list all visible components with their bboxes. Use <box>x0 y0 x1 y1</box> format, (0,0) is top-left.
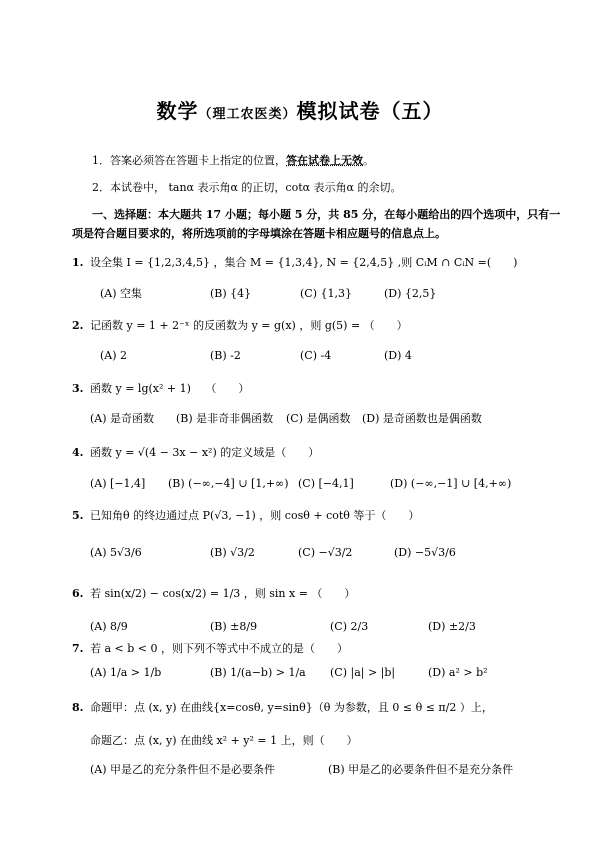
option-b[interactable]: (B) (−∞,−4] ∪ [1,+∞) <box>168 477 289 490</box>
option-a[interactable]: (A) 空集 <box>100 287 143 300</box>
question-number: 8. <box>72 701 84 714</box>
note-2: 2．本试卷中， tanα 表示角α 的正切，cotα 表示角α 的余切。 <box>92 181 402 194</box>
section-heading-line-2: 项是符合题目要求的，将所选项前的字母填涂在答题卡相应题号的信息点上。 <box>72 227 446 240</box>
option-c[interactable]: (C) 是偶函数 <box>286 412 351 425</box>
option-d[interactable]: (D) a² > b² <box>428 666 488 679</box>
option-c[interactable]: (C) [−4,1] <box>298 477 354 490</box>
option-a[interactable]: (A) 2 <box>100 349 128 362</box>
option-c[interactable]: (C) -4 <box>300 349 332 362</box>
option-d[interactable]: (D) 4 <box>384 349 412 362</box>
option-a[interactable]: (A) 1/a > 1/b <box>90 666 162 679</box>
option-d[interactable]: (D) ±2/3 <box>428 620 476 633</box>
question-text: 函数 y = √(4 − 3x − x²) 的定义域是（ ） <box>90 446 320 459</box>
note-1-prefix: 1．答案必须答在答题卡上指定的位置， <box>92 154 286 167</box>
question-4 <box>72 445 600 461</box>
question-3 <box>72 381 600 397</box>
question-number: 3. <box>72 382 84 395</box>
question-text: 已知角θ 的终边通过点 P(√3, −1) ，则 cosθ + cotθ 等于（ ） <box>90 509 420 522</box>
option-b[interactable]: (B) -2 <box>210 349 241 362</box>
question-8 <box>72 700 600 716</box>
option-b[interactable]: (B) 1/(a−b) > 1/a <box>210 666 306 679</box>
option-b[interactable]: (B) {4} <box>210 287 252 300</box>
question-text: 若 sin(x/2) − cos(x/2) = 1/3 ，则 sin x = （ ） <box>90 587 356 600</box>
option-c[interactable]: (C) −√3/2 <box>298 546 353 559</box>
question-1 <box>72 255 600 271</box>
question-number: 5. <box>72 509 84 522</box>
option-c[interactable]: (C) {1,3} <box>300 287 352 300</box>
title-main: 数学 <box>156 99 199 123</box>
title-rest: 模拟试卷（五） <box>296 99 444 123</box>
option-a[interactable]: (A) 甲是乙的充分条件但不是必要条件 <box>90 763 276 776</box>
option-b[interactable]: (B) 是非奇非偶函数 <box>176 412 274 425</box>
option-a[interactable]: (A) 5√3/6 <box>90 546 142 559</box>
question-text: 若 a < b < 0 ，则下列不等式中不成立的是（ ） <box>90 642 349 655</box>
note-1-suffix: 。 <box>363 154 374 167</box>
option-b[interactable]: (B) √3/2 <box>210 546 255 559</box>
option-b[interactable]: (B) 甲是乙的必要条件但不是充分条件 <box>328 763 514 776</box>
question-8-second-line: 命题乙：点 (x, y) 在曲线 x² + y² = 1 上，则（ ） <box>90 734 358 747</box>
section-heading-line-1: 一、选择题：本大题共 17 小题；每小题 5 分，共 85 分，在每小题给出的四个选项中，只有一 <box>92 208 561 221</box>
note-1 <box>92 153 600 169</box>
question-6 <box>72 586 600 602</box>
question-number: 2. <box>72 319 84 332</box>
note-1-emphasis: 答在试卷上无效 <box>286 154 363 167</box>
option-d[interactable]: (D) {2,5} <box>384 287 437 300</box>
option-d[interactable]: (D) −5√3/6 <box>394 546 456 559</box>
option-d[interactable]: (D) 是奇函数也是偶函数 <box>362 412 482 425</box>
option-a[interactable]: (A) 是奇函数 <box>90 412 155 425</box>
question-5 <box>72 508 600 524</box>
question-number: 6. <box>72 587 84 600</box>
question-7 <box>72 641 600 657</box>
question-text: 函数 y = lg(x² + 1) （ ） <box>90 382 250 395</box>
option-a[interactable]: (A) 8/9 <box>90 620 128 633</box>
question-number: 4. <box>72 446 84 459</box>
question-2 <box>72 318 600 334</box>
option-c[interactable]: (C) 2/3 <box>330 620 369 633</box>
question-number: 7. <box>72 642 84 655</box>
option-a[interactable]: (A) [−1,4] <box>90 477 146 490</box>
option-b[interactable]: (B) ±8/9 <box>210 620 258 633</box>
option-c[interactable]: (C) |a| > |b| <box>330 666 396 679</box>
title-sub: （理工农医类） <box>198 107 297 122</box>
option-d[interactable]: (D) (−∞,−1] ∪ [4,+∞) <box>390 477 512 490</box>
question-text: 设全集 I = {1,2,3,4,5} ，集合 M = {1,3,4}, N = {2,4,5} ,则 CᵢM ∩ CᵢN =( ) <box>90 256 518 269</box>
page-title <box>0 95 600 124</box>
question-number: 1. <box>72 256 84 269</box>
question-text: 记函数 y = 1 + 2⁻ˣ 的反函数为 y = g(x) ，则 g(5) = （ ） <box>90 319 408 332</box>
question-text: 命题甲：点 (x, y) 在曲线{x=cosθ, y=sinθ}（θ 为参数，且 0 ≤ θ ≤ π/2 ）上， <box>90 701 493 714</box>
